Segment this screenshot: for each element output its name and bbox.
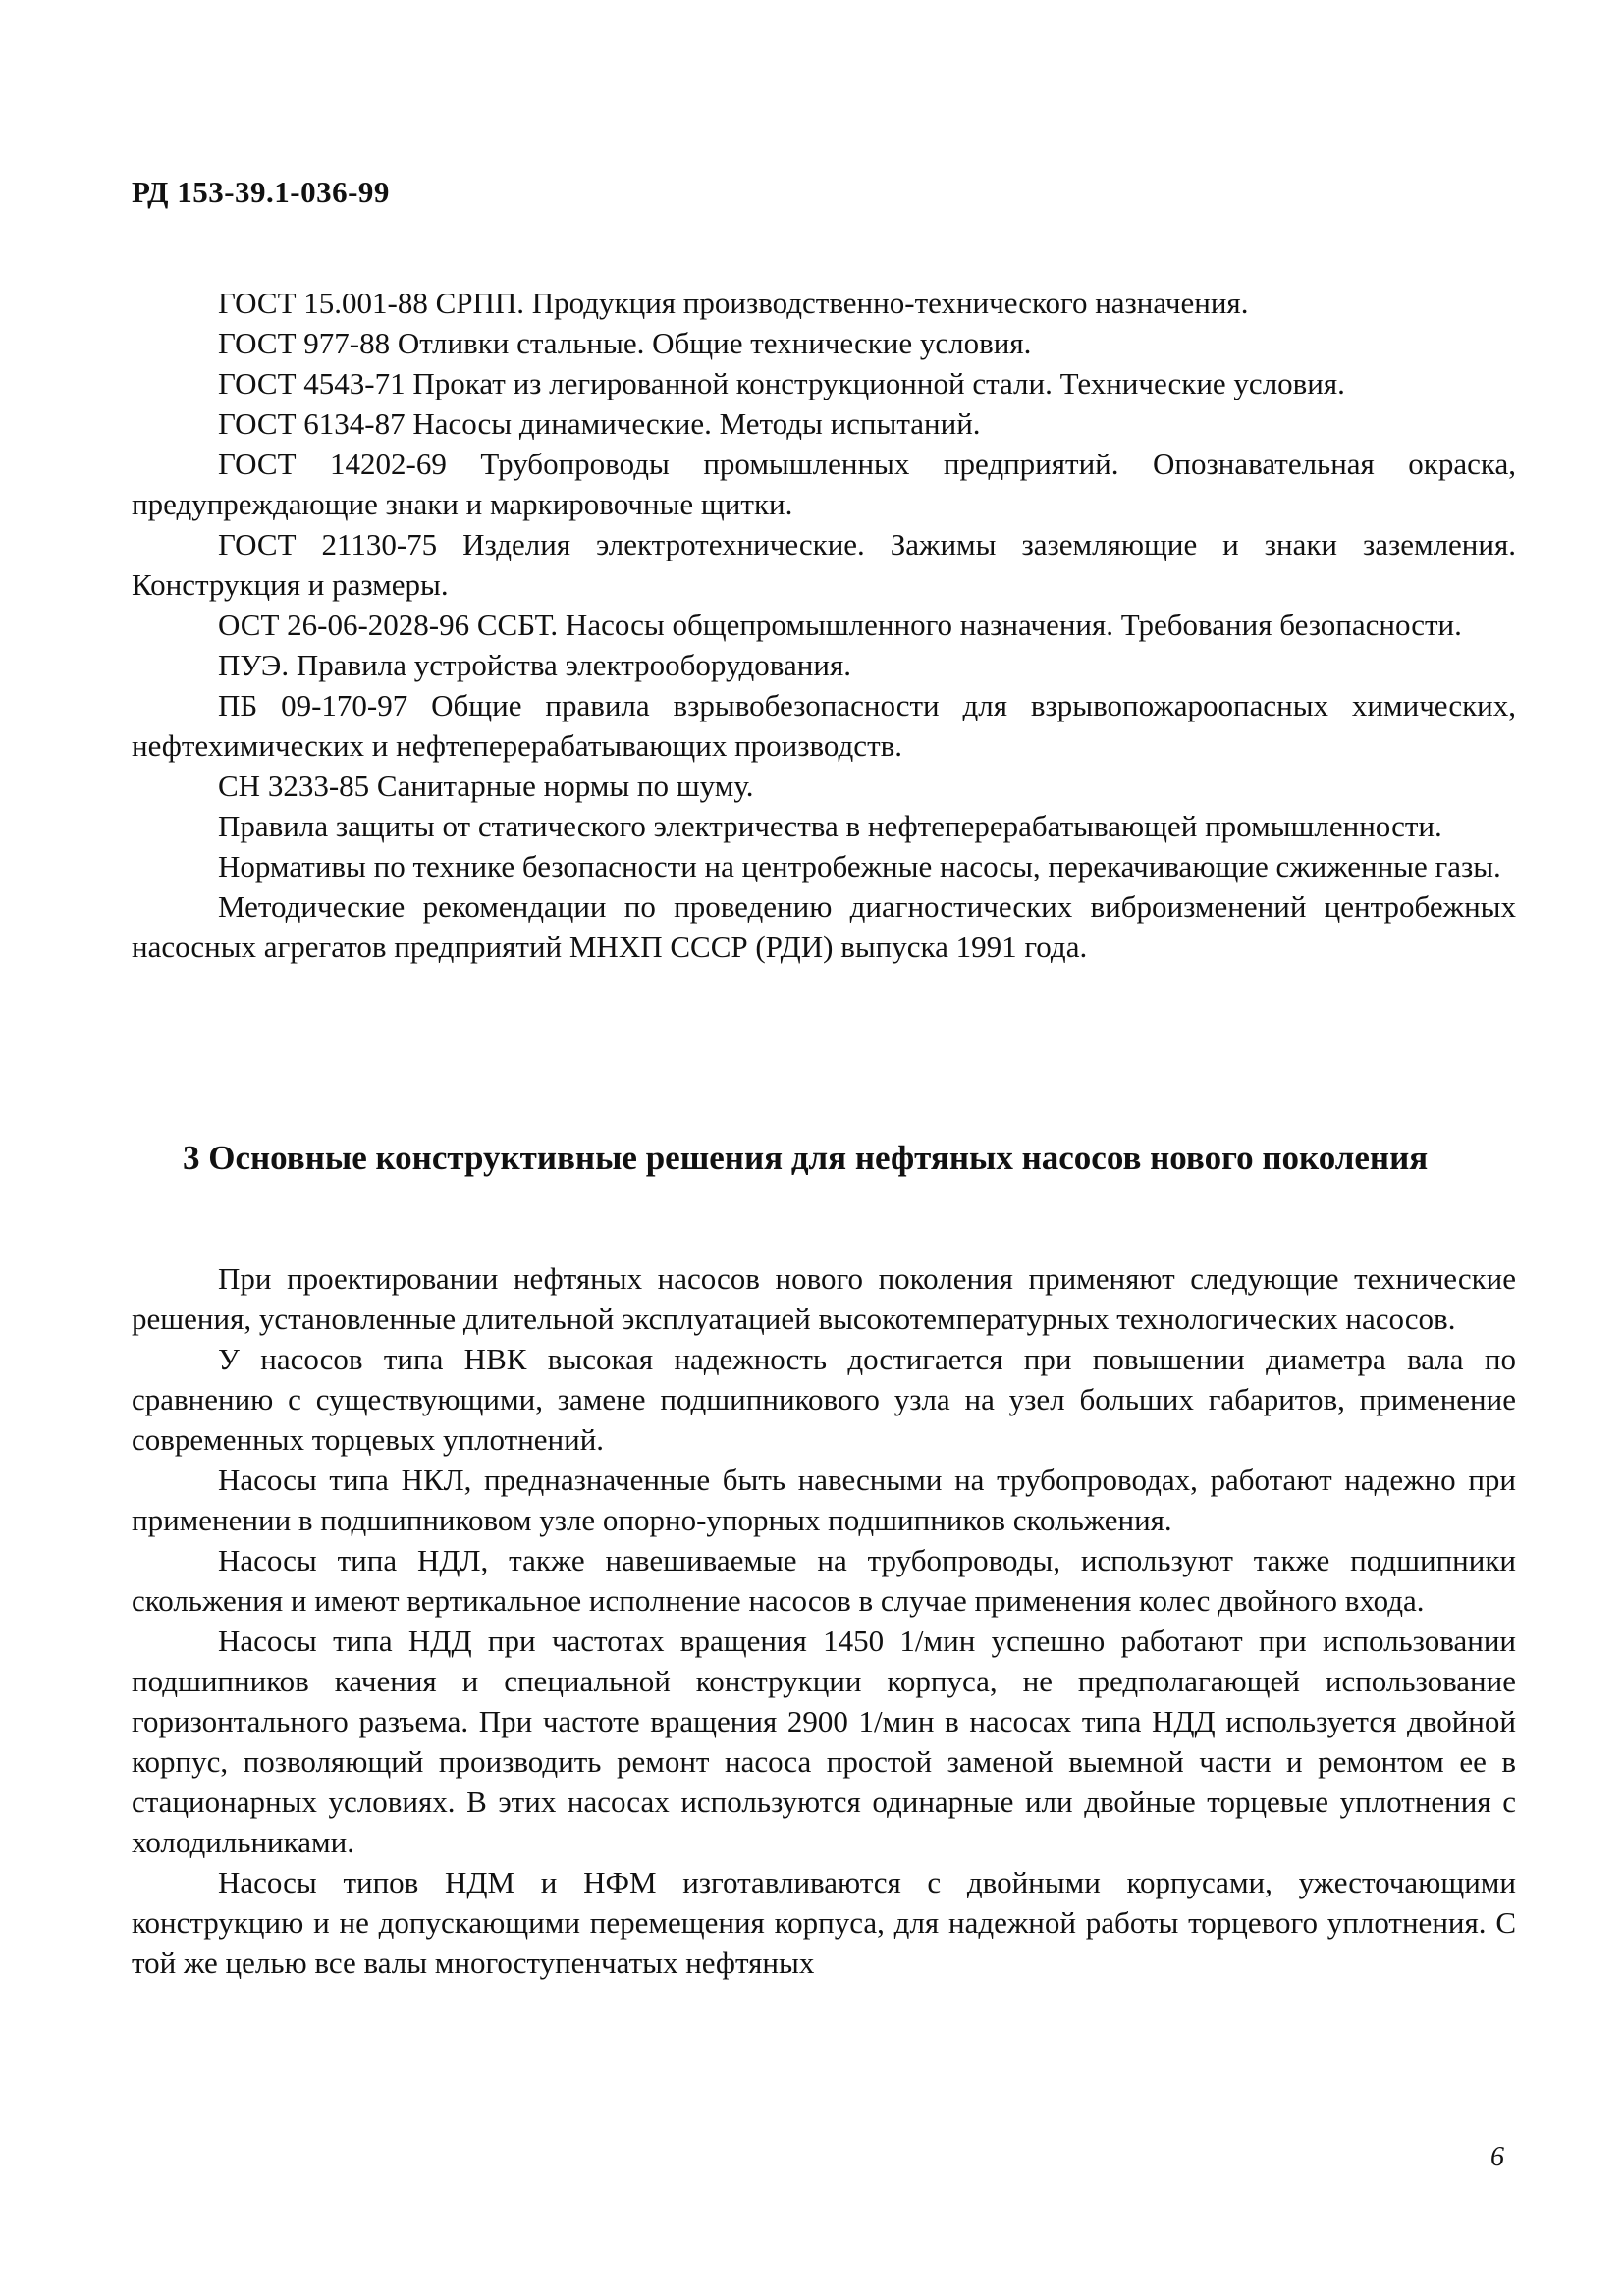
page-number: 6: [1490, 2142, 1504, 2172]
reference-item: СН 3233-85 Санитарные нормы по шуму.: [218, 769, 754, 803]
reference-item: ПБ 09-170-97 Общие правила взрывобезопасности для взрывопожароопасных химических, нефтехимических и нефтеперерабатывающих производств.: [132, 688, 1516, 763]
references-list: [132, 283, 1516, 967]
reference-item: Методические рекомендации по проведению диагностических виброизменений центробежных насосных агрегатов предприятий МНХП СССР (РДИ) выпуска 1991 года.: [132, 889, 1516, 964]
reference-item: ГОСТ 6134-87 Насосы динамические. Методы испытаний.: [218, 406, 981, 441]
body-paragraph: Насосы типа НКЛ, предназначенные быть навесными на трубопроводах, работают надежно при применении в подшипниковом узле опорно-упорных подшипников скольжения.: [132, 1463, 1516, 1537]
body-paragraph: Насосы типа НДД при частотах вращения 1450 1/мин успешно работают при использовании подшипников качения и специальной конструкции корпуса, не предполагающей использование горизонтального разъема. При частоте вращения 2900 1/мин в насосах типа НДД используется двойной корпус, позволяющий производить ремонт насоса простой заменой выемной части и ремонтом ее в стационарных условиях. В этих насосах используются одинарные или двойные торцевые уплотнения с холодильниками.: [132, 1624, 1516, 1859]
body-paragraph: Насосы типа НДЛ, также навешиваемые на трубопроводы, используют также подшипники скольжения и имеют вертикальное исполнение насосов в случае применения колес двойного входа.: [132, 1543, 1516, 1618]
reference-item: ГОСТ 977-88 Отливки стальные. Общие технические условия.: [218, 326, 1032, 360]
reference-item: ГОСТ 4543-71 Прокат из легированной конструкционной стали. Технические условия.: [218, 366, 1345, 400]
reference-item: ОСТ 26-06-2028-96 ССБТ. Насосы общепромышленного назначения. Требования безопасности.: [218, 608, 1462, 642]
body-paragraph: При проектировании нефтяных насосов нового поколения применяют следующие технические решения, установленные длительной эксплуатацией высокотемпературных технологических насосов.: [132, 1261, 1516, 1336]
reference-item: ГОСТ 14202-69 Трубопроводы промышленных предприятий. Опознавательная окраска, предупреждающие знаки и маркировочные щитки.: [132, 447, 1516, 521]
reference-item: ГОСТ 15.001-88 СРПП. Продукция производственно-технического назначения.: [218, 286, 1249, 320]
reference-item: ПУЭ. Правила устройства электрооборудования.: [218, 648, 851, 682]
reference-item: Правила защиты от статического электричества в нефтеперерабатывающей промышленности.: [218, 809, 1442, 843]
reference-item: Нормативы по технике безопасности на центробежные насосы, перекачивающие сжиженные газы.: [218, 849, 1501, 883]
reference-item: ГОСТ 21130-75 Изделия электротехнические. Зажимы заземляющие и знаки заземления. Конструкция и размеры.: [132, 527, 1516, 602]
section-body: [132, 1258, 1516, 1983]
body-paragraph: Насосы типов НДМ и НФМ изготавливаются с двойными корпусами, ужесточающими конструкцию и не допускающими перемещения корпуса, для надежной работы торцевого уплотнения. С той же целью все валы многоступенчатых нефтяных: [132, 1865, 1516, 1980]
document-code: РД 153-39.1-036-99: [132, 175, 390, 209]
body-paragraph: У насосов типа НВК высокая надежность достигается при повышении диаметра вала по сравнению с существующими, замене подшипникового узла на узел больших габаритов, применение современных торцевых уплотнений.: [132, 1342, 1516, 1457]
section-heading: 3 Основные конструктивные решения для нефтяных насосов нового поколения: [183, 1139, 1429, 1177]
